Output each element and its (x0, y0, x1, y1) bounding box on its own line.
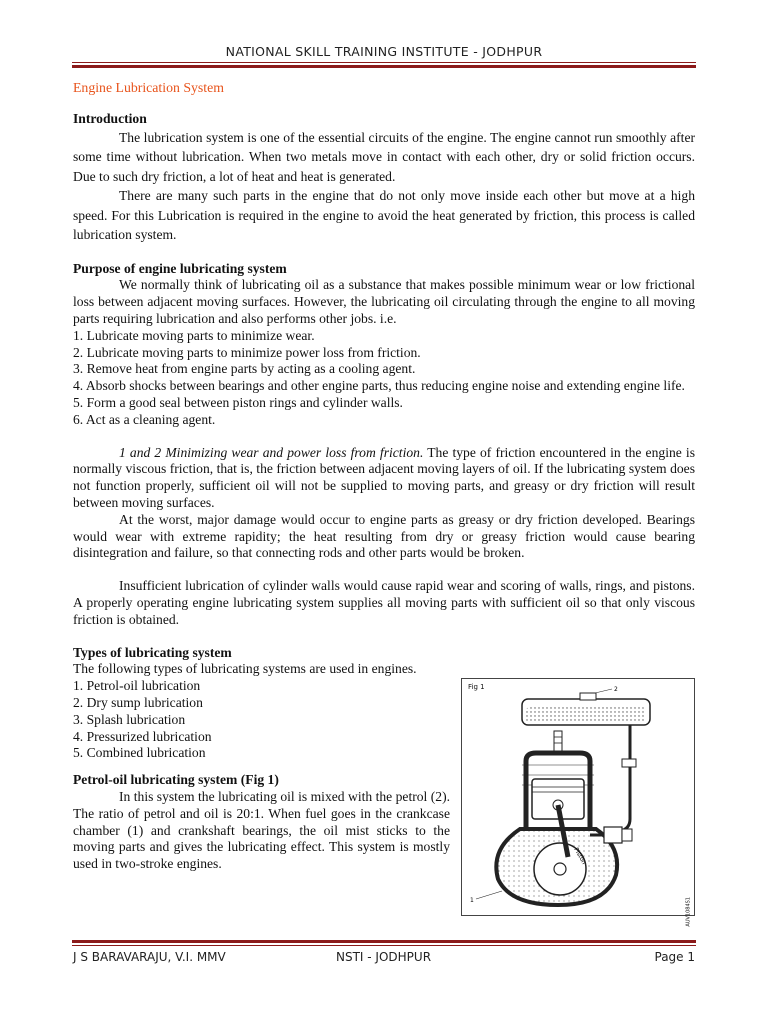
fuel-line (608, 725, 630, 833)
types-heading: Types of lubricating system (73, 644, 232, 660)
fuel-tank (522, 693, 650, 725)
petrol-oil-heading: Petrol-oil lubricating system (Fig 1) (73, 772, 279, 788)
types-item-2: 2. Dry sump lubrication (73, 694, 203, 710)
figure-label: Fig 1 (468, 683, 485, 691)
callout-1: 1 (470, 897, 474, 904)
purpose-item-1: 1. Lubricate moving parts to minimize wear. (73, 327, 315, 343)
minimizing-lead: 1 and 2 Minimizing wear and power loss from friction. (119, 444, 424, 460)
intro-paragraph-2: There are many such parts in the engine that do not only move inside each other but move at a high speed. For this Lubrication is required in the engine to avoid the heat generated by friction, this process is called lubrication system. (73, 188, 695, 243)
types-item-4: 4. Pressurized lubrication (73, 728, 212, 744)
intro-paragraph-1: The lubrication system is one of the essential circuits of the engine. The engine cannot run smoothly after some time without lubrication. When two metals move in contact with each other, dry or solid friction occurs. Due to such dry friction, a lot of heat and heat is generated. (73, 129, 695, 184)
page-footer (73, 950, 695, 966)
types-intro: The following types of lubricating systems are used in engines. (73, 661, 417, 677)
footer-author: J S BARAVARAJU, V.I. MMV (73, 950, 226, 964)
types-item-3: 3. Splash lubrication (73, 711, 186, 727)
callout-2: 2 (614, 686, 618, 693)
engine-diagram (462, 679, 694, 915)
page-header-title: NATIONAL SKILL TRAINING INSTITUTE - JODHPUR (225, 44, 543, 59)
piston-text: Piston (572, 846, 588, 866)
intro-heading: Introduction (73, 110, 147, 126)
minimizing-paragraph-3: Insufficient lubrication of cylinder walls would cause rapid wear and scoring of walls, rings, and pistons. A properly operating engine lubricating system supplies all moving parts with sufficient oil so that only viscous friction is obtained. (73, 578, 695, 627)
crankcase (496, 829, 617, 905)
minimizing-text: The type of friction encountered in the engine is normally viscous friction, that is, the friction between adjacent moving layers of oil. If the lubricating system does not function properly, sufficient oil will not be supplied to moving parts, and greasy or dry friction will result between moving surfaces. (73, 444, 695, 510)
types-column (73, 645, 450, 873)
document-title: Engine Lubrication System (73, 80, 224, 95)
purpose-paragraph: We normally think of lubricating oil as a substance that makes possible minimum wear or low frictional loss between adjacent moving surfaces. However, the lubricating oil circulating through the engine to all moving parts requiring lubrication and also performs other jobs. i.e. (73, 277, 695, 326)
purpose-item-4: 4. Absorb shocks between bearings and other engine parts, thus reducing engine noise and extending engine life. (73, 378, 685, 394)
purpose-item-5: 5. Form a good seal between piston rings and cylinder walls. (73, 394, 403, 410)
footer-institute: NSTI - JODHPUR (336, 950, 432, 964)
purpose-item-2: 2. Lubricate moving parts to minimize power loss from friction. (73, 344, 421, 360)
purpose-item-6: 6. Act as a cleaning agent. (73, 411, 216, 427)
header-rule-thin (72, 62, 696, 63)
figure-1 (461, 678, 695, 927)
figure-code: AUV1084S1 (686, 897, 692, 927)
purpose-heading: Purpose of engine lubricating system (73, 260, 287, 276)
minimizing-paragraph-1 (73, 445, 695, 512)
types-item-5: 5. Combined lubrication (73, 745, 206, 761)
footer-rule-thick (72, 940, 696, 943)
minimizing-paragraph-2: At the worst, major damage would occur to engine parts as greasy or dry friction developed. Bearings would wear with extreme rapidity; the heat resulting from dry or greasy friction would cause bearing disintegration and failure, so that connecting rods and other parts would be broken. (73, 511, 695, 561)
footer-page-number: Page 1 (654, 950, 695, 964)
purpose-item-3: 3. Remove heat from engine parts by acting as a cooling agent. (73, 361, 416, 377)
header-rule-thick (72, 65, 696, 68)
footer-rule-thin (72, 945, 696, 946)
types-item-1: 1. Petrol-oil lubrication (73, 678, 201, 694)
petrol-oil-paragraph: In this system the lubricating oil is mixed with the petrol (2). The ratio of petrol and oil is 20:1. When fuel goes in the crankcase chamber (1) and crankshaft bearings, the oil mist sticks to the moving parts and gives the lubricating effect. This system is mostly used in two-stroke engines. (73, 788, 450, 872)
